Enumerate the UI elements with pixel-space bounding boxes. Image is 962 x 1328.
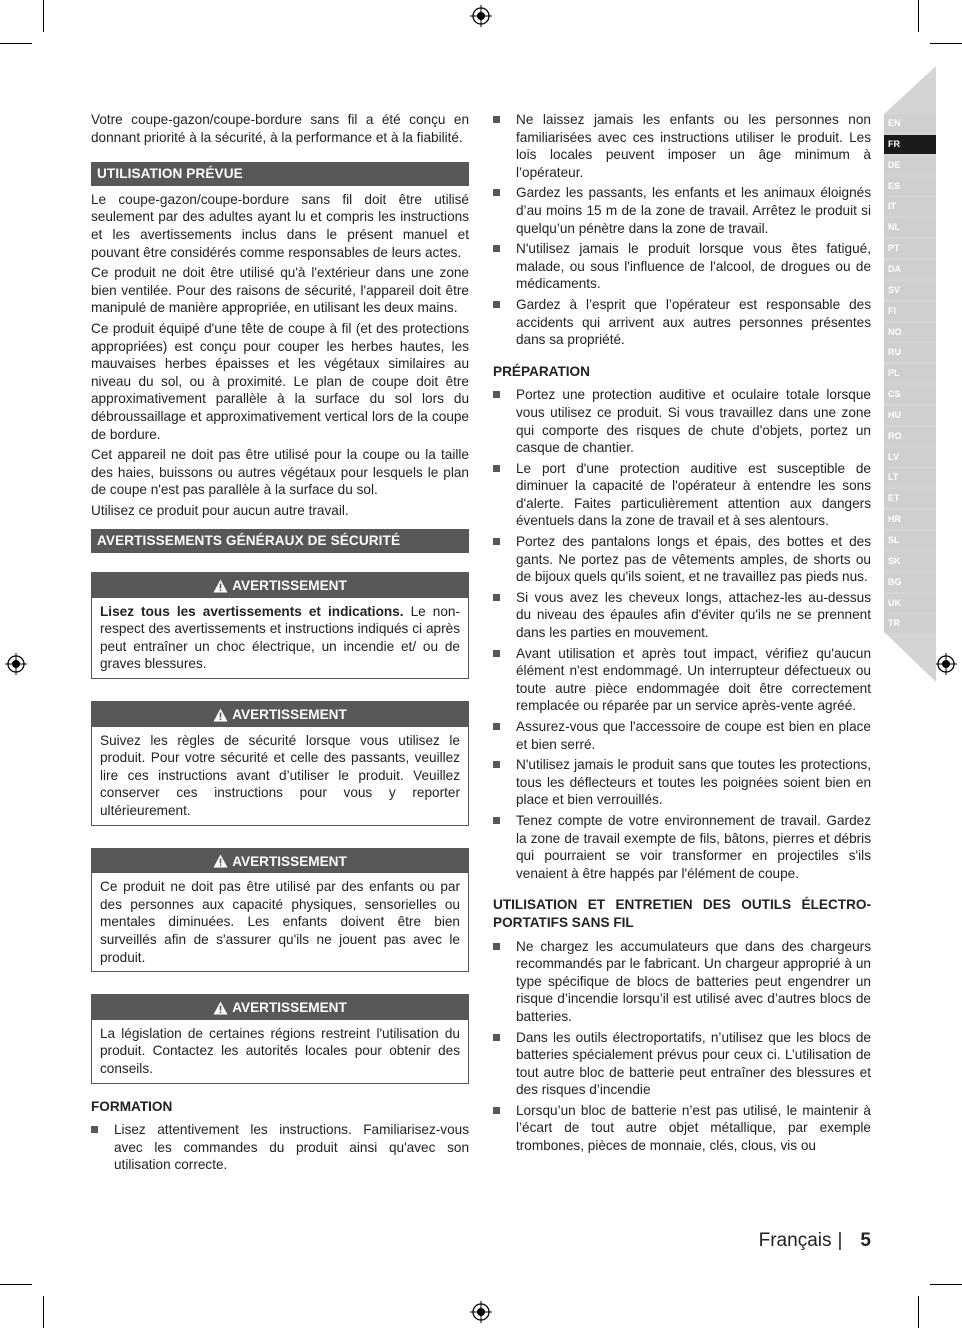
language-tabs (884, 66, 936, 682)
warning-triangle-icon (213, 1001, 228, 1015)
warning-box (91, 572, 469, 679)
warning-body (92, 1020, 468, 1083)
language-tab-sl[interactable]: SL (884, 531, 936, 550)
language-tab-tr[interactable]: TR (884, 614, 936, 633)
language-tab-es[interactable]: ES (884, 177, 936, 196)
warning-title: AVERTISSEMENT (232, 1000, 347, 1016)
entretien-list (493, 938, 871, 1155)
crop-mark (0, 43, 32, 44)
language-tab-da[interactable]: DA (884, 260, 936, 279)
subheading-preparation: PRÉPARATION (493, 363, 590, 379)
warning-box (91, 848, 469, 973)
warning-header (92, 702, 468, 727)
registration-mark-icon (935, 653, 957, 675)
list-item: Lisez attentivement les instructions. Familiarisez-vous avec les commandes du produit ainsi qu'avec son utilisation correcte. (91, 1121, 469, 1174)
warning-triangle-icon (213, 579, 228, 593)
subheading-formation: FORMATION (91, 1098, 173, 1114)
warning-header (92, 995, 468, 1020)
language-tab-de[interactable]: DE (884, 156, 936, 175)
warning-text: Ce produit ne doit pas être utilisé par des enfants ou par des personnes aux capacité physiques, sensorielles ou mentales diminuées. Les enfants doivent être bien surveillés afin de s'assurer qu'ils ne jouent pas avec le produit. (100, 879, 460, 965)
language-tab-et[interactable]: ET (884, 489, 936, 508)
language-tab-it[interactable]: IT (884, 197, 936, 216)
language-tab-en[interactable]: EN (884, 114, 936, 133)
page-number: 5 (860, 1230, 871, 1251)
page-footer (759, 1230, 871, 1252)
language-tab-hr[interactable]: HR (884, 510, 936, 529)
language-tab-cs[interactable]: CS (884, 385, 936, 404)
crop-mark (43, 1296, 44, 1328)
footer-separator: | (837, 1230, 843, 1251)
list-item: Le port d'une protection auditive est susceptible de diminuer la capacité de l'opérateur à entendre les sons d'alerte. Faites particulièrement attention aux dangers éventuels dans la zone de travail et à ses alentours. (493, 460, 871, 530)
warning-body (92, 598, 468, 678)
list-item: Gardez à l’esprit que l’opérateur est responsable des accidents qui arrivent aux autres personnes présentes dans sa propriété. (493, 296, 871, 349)
list-item: Gardez les passants, les enfants et les animaux éloignés d’au moins 15 m de la zone de travail. Arrêtez le produit si quelqu’un pénètre dans la zone de travail. (493, 184, 871, 237)
registration-mark-icon (5, 653, 27, 675)
list-item: Ne chargez les accumulateurs que dans des chargeurs recommandés par le fabricant. Un chargeur approprié à un type spécifique de blocs de batteries peut engendrer un risque d’incendie lorsqu’il est utilisé avec d’autres blocs de batteries. (493, 938, 871, 1026)
list-item: Lorsqu’un bloc de batterie n’est pas utilisé, le maintenir à l’écart de tout autre objet métallique, par exemple trombones, pièces de monnaie, clés, clous, vis ou (493, 1102, 871, 1155)
list-item: N'utilisez jamais le produit sans que toutes les protections, tous les déflecteurs et toutes les poignées soient bien en place et bien verrouillés. (493, 756, 871, 809)
warning-body (92, 873, 468, 971)
warning-bold: Lisez tous les avertissements et indications. (100, 603, 404, 619)
warning-triangle-icon (213, 708, 228, 722)
registration-mark-icon (470, 5, 492, 27)
language-tab-bg[interactable]: BG (884, 573, 936, 592)
warning-text: Le non-respect des avertissements et instructions indiqués ci après peut entraîner un choc électrique, un incendie et/ ou de graves blessures. (100, 603, 460, 672)
language-tab-ro[interactable]: RO (884, 427, 936, 446)
list-item: Tenez compte de votre environnement de travail. Gardez la zone de travail exempte de fils, bâtons, pierres et débris qui pourraient se voir transformer en projectiles s'ils venaient à être happés par l'élément de coupe. (493, 812, 871, 882)
language-tab-fi[interactable]: FI (884, 302, 936, 321)
warning-box (91, 701, 469, 826)
warning-title: AVERTISSEMENT (232, 578, 347, 594)
section-header-utilisation: UTILISATION PRÉVUE (91, 162, 469, 186)
footer-language: Français (758, 1230, 832, 1251)
left-column (91, 111, 469, 1177)
paragraph: Utilisez ce produit pour aucun autre travail. (91, 502, 349, 518)
language-tab-pl[interactable]: PL (884, 364, 936, 383)
list-item: Ne laissez jamais les enfants ou les personnes non familiarisées avec ces instructions utiliser le produit. Les lois locales peuvent imposer un âge minimum à l’opérateur. (493, 111, 871, 181)
warning-title: AVERTISSEMENT (232, 853, 347, 869)
language-tab-lt[interactable]: LT (884, 468, 936, 487)
warning-text: Suivez les règles de sécurité lorsque vous utilisez le produit. Pour votre sécurité et celle des passants, veuillez lire ces instructions avant d’utiliser le produit. Veuillez conserver ces instructions pour vous y reporter ultérieurement. (100, 732, 460, 818)
warning-text: La législation de certaines régions restreint l'utilisation du produit. Contactez les autorités locales pour obtenir des conseils. (100, 1025, 460, 1076)
paragraph: Ce produit ne doit être utilisé qu'à l'extérieur dans une zone bien ventilée. Pour des raisons de sécurité, l'appareil doit être manipulé de manière appropriée, en utilisant les deux mains. (91, 265, 469, 316)
list-item: Dans les outils électroportatifs, n’utilisez que les blocs de batteries spécialement prévus pour ceux ci. L’utilisation de tout autre bloc de batterie peut entraîner des blessures et des risques d’incendie (493, 1029, 871, 1099)
crop-mark (0, 1284, 32, 1285)
language-tab-lv[interactable]: LV (884, 448, 936, 467)
crop-mark (930, 43, 962, 44)
list-item: Assurez-vous que l'accessoire de coupe est bien en place et bien serré. (493, 718, 871, 753)
language-tab-sk[interactable]: SK (884, 552, 936, 571)
language-tab-sv[interactable]: SV (884, 281, 936, 300)
warning-header (92, 849, 468, 874)
warning-header (92, 573, 468, 598)
warning-title: AVERTISSEMENT (232, 707, 347, 723)
list-item: Portez une protection auditive et oculaire totale lorsque vous utilisez ce produit. Si vous travaillez dans une zone qui comporte des risques de chute d'objets, portez un casque de chantier. (493, 386, 871, 456)
list-item: N'utilisez jamais le produit lorsque vous êtes fatigué, malade, ou sous l'influence de l'alcool, de drogues ou de médicaments. (493, 240, 871, 293)
warning-body (92, 727, 468, 825)
language-tab-no[interactable]: NO (884, 323, 936, 342)
crop-mark (930, 1284, 962, 1285)
intro-paragraph: Votre coupe-gazon/coupe-bordure sans fil a été conçu en donnant priorité à la sécurité, à la performance et à la fiabilité. (91, 112, 469, 145)
paragraph: Cet appareil ne doit pas être utilisé pour la coupe ou la taille des haies, buissons ou autres végétaux pour lesquels le plan de coupe n'est pas parallèle à la surface du sol. (91, 447, 469, 498)
paragraph: Ce produit équipé d'une tête de coupe à fil (et des protections appropriées) est conçu pour couper les herbes hautes, les mauvaises herbes épaisses et les végétaux similaires au niveau du sol, ou à proximité. Le plan de coupe doit être approximativement parallèle à la surface du sol lors du débroussaillage et approximativement vertical lors de la coupe de bordure. (91, 320, 469, 442)
language-tab-ru[interactable]: RU (884, 343, 936, 362)
language-tab-fr[interactable]: FR (884, 135, 936, 154)
formation-list (91, 1121, 469, 1174)
preparation-list (493, 386, 871, 882)
general-list (493, 111, 871, 349)
language-tab-nl[interactable]: NL (884, 218, 936, 237)
language-tab-pt[interactable]: PT (884, 239, 936, 258)
subheading-entretien: UTILISATION ET ENTRETIEN DES OUTILS ÉLECTRO-PORTATIFS SANS FIL (493, 897, 871, 930)
registration-mark-icon (470, 1301, 492, 1323)
language-tab-uk[interactable]: UK (884, 594, 936, 613)
warning-triangle-icon (213, 854, 228, 868)
paragraph: Le coupe-gazon/coupe-bordure sans fil doit être utilisé seulement par des adultes ayant lu et compris les instructions et les avertissements inclus dans le présent manuel et pouvant être considérés comme responsables de leurs actes. (91, 191, 469, 260)
list-item: Portez des pantalons longs et épais, des bottes et des gants. Ne portez pas de vêtements amples, de shorts ou de bijoux quels qu'ils soient, et ne travaillez pas pieds nus. (493, 533, 871, 586)
crop-mark (918, 1296, 919, 1328)
crop-mark (43, 0, 44, 32)
section-header-safety: AVERTISSEMENTS GÉNÉRAUX DE SÉCURITÉ (91, 529, 469, 553)
right-column (493, 111, 871, 1158)
list-item: Si vous avez les cheveux longs, attachez-les au-dessus du niveau des épaules afin d'éviter qu'ils ne se prennent dans les parties en mouvement. (493, 589, 871, 642)
language-tab-hu[interactable]: HU (884, 406, 936, 425)
warning-box (91, 994, 469, 1083)
list-item: Avant utilisation et après tout impact, vérifiez qu'aucun élément n'est endommagé. Un interrupteur défectueux ou toute autre pièce endommagée doit être correctement remplacée ou réparée par un service après-vente agréé. (493, 645, 871, 715)
crop-mark (918, 0, 919, 32)
